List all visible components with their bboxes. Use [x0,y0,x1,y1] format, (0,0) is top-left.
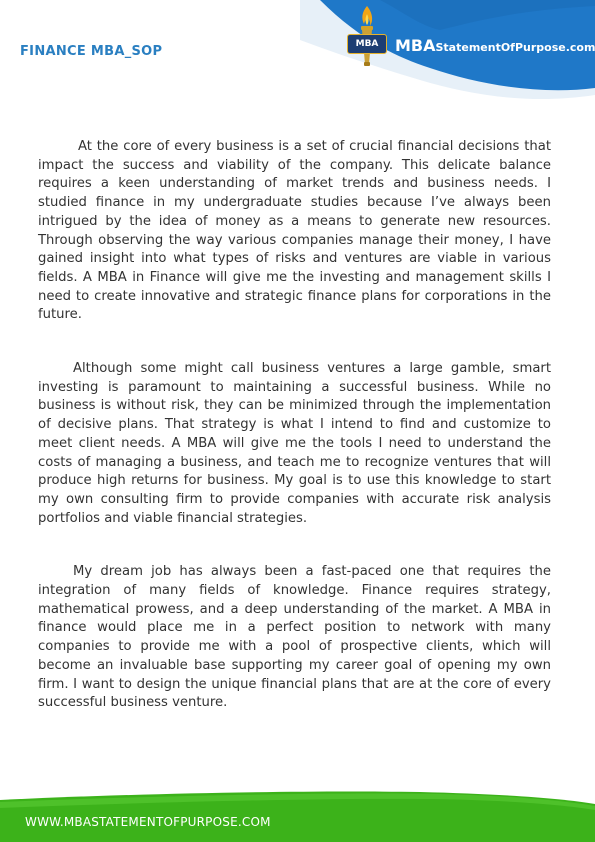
footer-website-link[interactable]: WWW.MBASTATEMENTOFPURPOSE.COM [25,815,271,829]
document-title: FINANCE MBA_SOP [20,44,163,59]
logo-text [395,36,595,55]
statement-body [38,138,551,748]
paragraph-3: My dream job has always been a fast-paced one that requires the integration of many fields of knowledge. Finance requires strategy, mathematical prowess, and a deep understanding of the market. A MBA in finance would place me in a perfect position to network with many companies to provide me with a pool of prospective clients, which will become an invaluable base supporting my career goal of opening my own firm. I want to design the unique financial plans that are at the core of every successful business venture. [38,564,551,711]
mba-badge: MBA [347,34,387,54]
logo-text-small: StatementOfPurpose.com [435,41,595,54]
site-logo[interactable] [345,4,595,68]
paragraph-1: At the core of every business is a set of crucial financial decisions that impact the success and viability of the company. This delicate balance requires a keen understanding of market trends and business needs. I studied finance in my undergraduate studies because I’ve always been intrigued by the idea of money as a means to generate new resources. Through observing the way various companies manage their money, I have gained insight into what types of risks and ventures are viable in various fields. A MBA in Finance will give me the investing and management skills I need to create innovative and strategic finance plans for corporations in the future. [38,139,551,323]
paragraph-2: Although some might call business ventures a large gamble, smart investing is paramount to maintaining a successful business. While no business is without risk, they can be minimized through the implementation of decisive plans. That strategy is what I intend to find and customize to meet client needs. A MBA will give me the tools I need to understand the costs of managing a business, and teach me to recognize ventures that will produce high returns for business. My goal is to use this knowledge to start my own consulting firm to provide companies with accurate risk analysis portfolios and viable financial strategies. [38,361,551,526]
logo-text-big: MBA [395,36,436,55]
